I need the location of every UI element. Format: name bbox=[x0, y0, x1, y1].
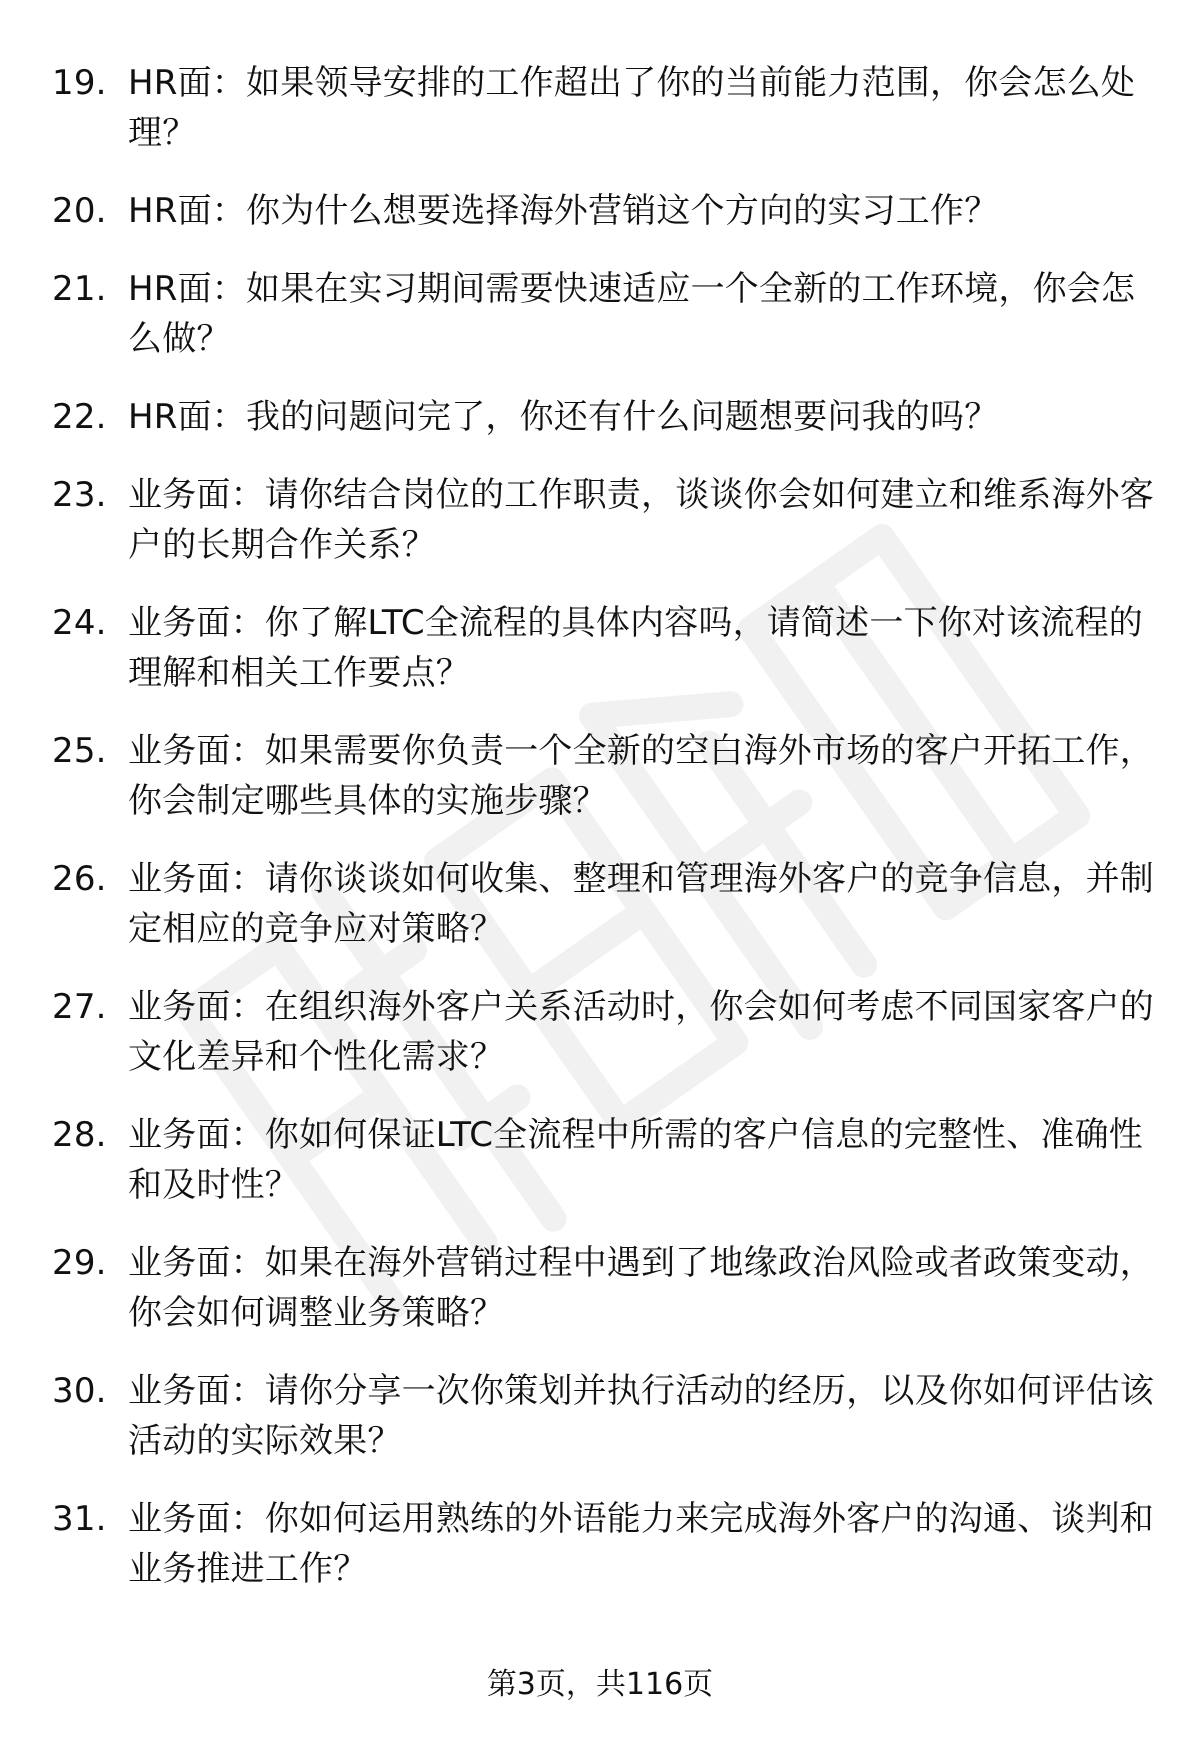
question-text: 业务面：你如何运用熟练的外语能力来完成海外客户的沟通、谈判和业务推进工作？ bbox=[128, 1499, 1154, 1589]
question-text: HR面：如果在实习期间需要快速适应一个全新的工作环境，你会怎么做？ bbox=[128, 269, 1136, 359]
question-text: HR面：你为什么想要选择海外营销这个方向的实习工作？ bbox=[128, 191, 999, 231]
question-text: HR面：如果领导安排的工作超出了你的当前能力范围，你会怎么处理？ bbox=[128, 63, 1136, 153]
question-item bbox=[0, 1110, 1200, 1210]
question-number: 19. bbox=[52, 63, 107, 103]
question-item bbox=[0, 264, 1200, 364]
page-number-label: 第3页，共116页 bbox=[486, 1667, 714, 1702]
question-text: 业务面：如果需要你负责一个全新的空白海外市场的客户开拓工作，你会制定哪些具体的实施步骤？ bbox=[128, 731, 1154, 821]
question-item bbox=[0, 854, 1200, 954]
question-text: HR面：我的问题问完了，你还有什么问题想要问我的吗？ bbox=[128, 397, 999, 437]
question-list bbox=[0, 58, 1200, 1622]
question-text: 业务面：请你结合岗位的工作职责，谈谈你会如何建立和维系海外客户的长期合作关系？ bbox=[128, 475, 1154, 565]
question-item bbox=[0, 470, 1200, 570]
question-number: 24. bbox=[52, 603, 107, 643]
question-item bbox=[0, 1238, 1200, 1338]
question-item bbox=[0, 982, 1200, 1082]
question-text: 业务面：如果在海外营销过程中遇到了地缘政治风险或者政策变动，你会如何调整业务策略？ bbox=[128, 1243, 1154, 1333]
question-number: 27. bbox=[52, 987, 107, 1027]
question-number: 31. bbox=[52, 1499, 107, 1539]
question-item bbox=[0, 726, 1200, 826]
question-item bbox=[0, 58, 1200, 158]
question-text: 业务面：你了解LTC全流程的具体内容吗，请简述一下你对该流程的理解和相关工作要点？ bbox=[128, 603, 1143, 693]
question-number: 29. bbox=[52, 1243, 107, 1283]
question-item bbox=[0, 1494, 1200, 1594]
question-number: 21. bbox=[52, 269, 107, 309]
question-item bbox=[0, 392, 1200, 442]
question-number: 22. bbox=[52, 397, 107, 437]
question-number: 20. bbox=[52, 191, 107, 231]
question-text: 业务面：你如何保证LTC全流程中所需的客户信息的完整性、准确性和及时性？ bbox=[128, 1115, 1143, 1205]
question-number: 28. bbox=[52, 1115, 107, 1155]
question-text: 业务面：请你分享一次你策划并执行活动的经历，以及你如何评估该活动的实际效果？ bbox=[128, 1371, 1154, 1461]
question-number: 30. bbox=[52, 1371, 107, 1411]
question-item bbox=[0, 1366, 1200, 1466]
page-footer bbox=[0, 1665, 1200, 1705]
question-item bbox=[0, 186, 1200, 236]
question-text: 业务面：在组织海外客户关系活动时，你会如何考虑不同国家客户的文化差异和个性化需求？ bbox=[128, 987, 1154, 1077]
question-number: 26. bbox=[52, 859, 107, 899]
question-text: 业务面：请你谈谈如何收集、整理和管理海外客户的竞争信息，并制定相应的竞争应对策略？ bbox=[128, 859, 1154, 949]
question-number: 25. bbox=[52, 731, 107, 771]
question-number: 23. bbox=[52, 475, 107, 515]
question-item bbox=[0, 598, 1200, 698]
